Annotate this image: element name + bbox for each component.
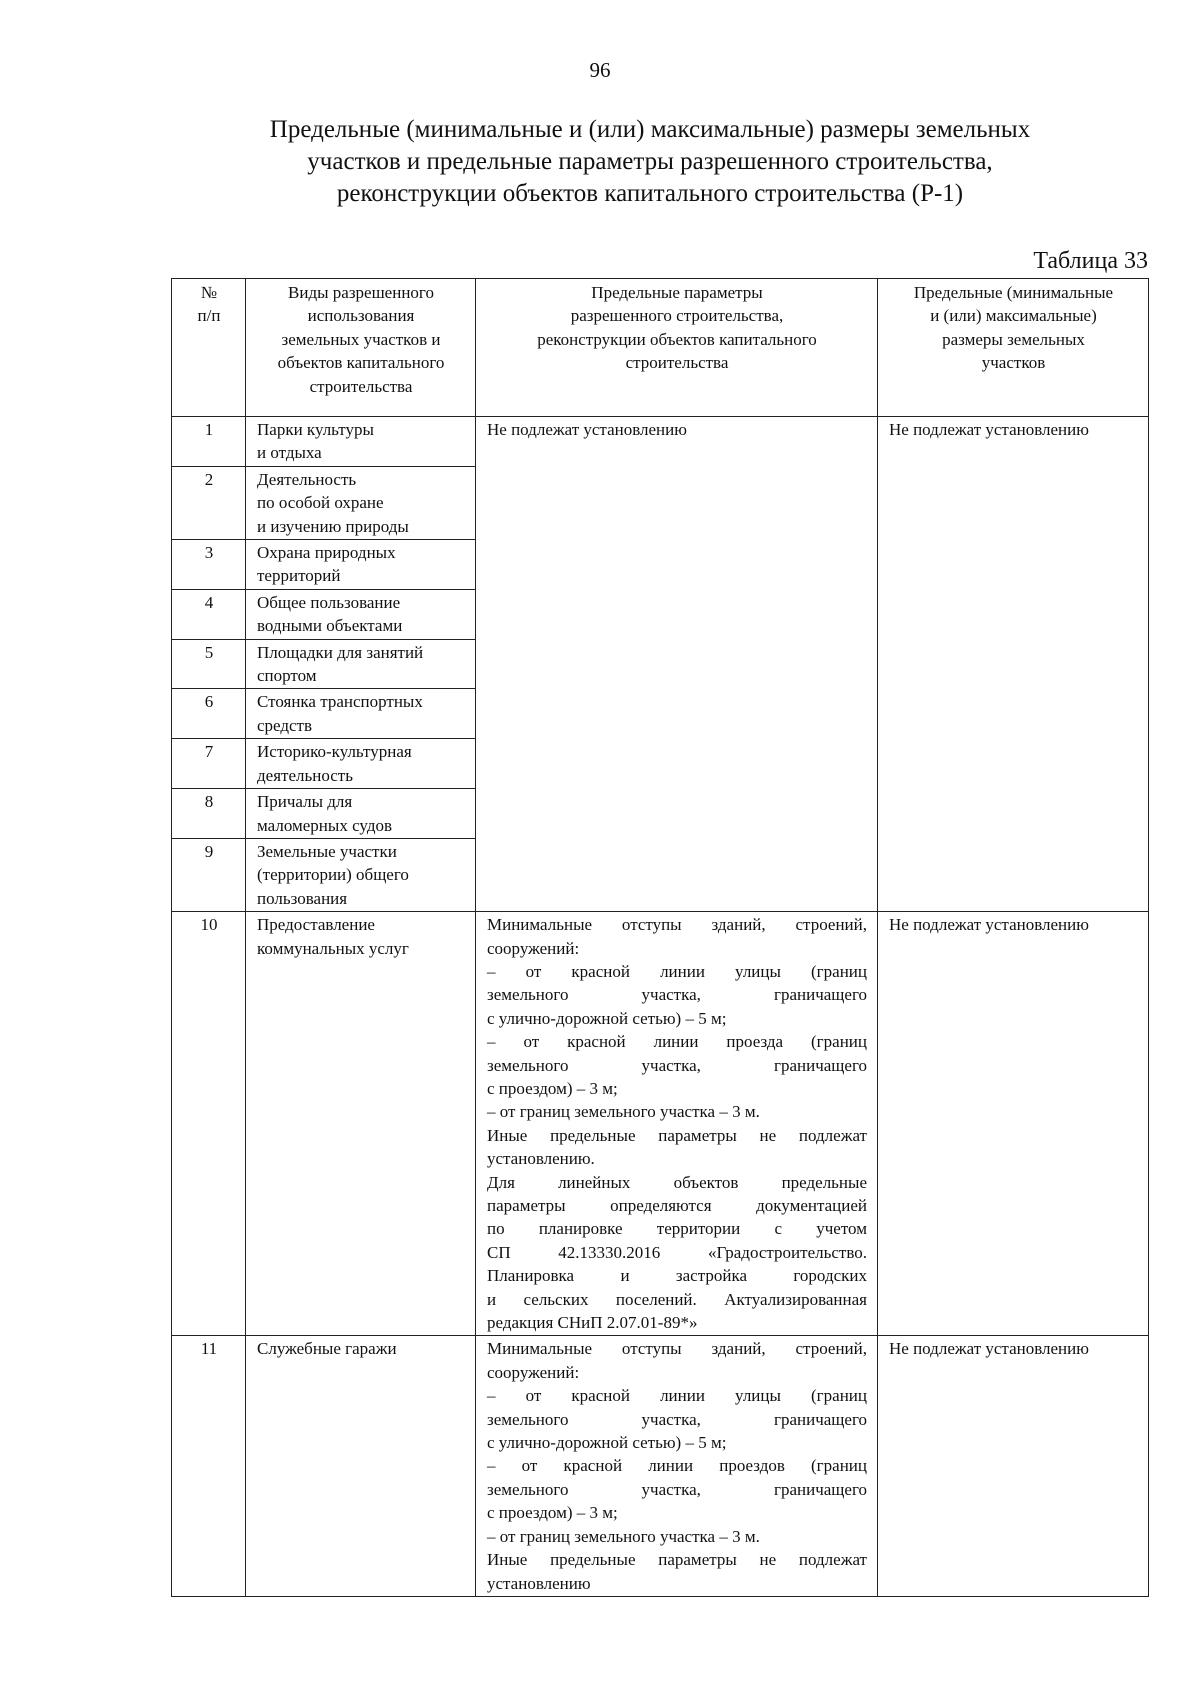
use-line: Общее пользование bbox=[257, 592, 401, 612]
row-number: 3 bbox=[172, 540, 246, 590]
header-line: строительства bbox=[625, 353, 729, 373]
param-line: Иные предельные параметры не подлежат bbox=[487, 1125, 867, 1145]
use-line: маломерных судов bbox=[257, 815, 392, 835]
use-line: средств bbox=[257, 715, 313, 735]
use-line: пользования bbox=[257, 888, 348, 908]
row-number: 4 bbox=[172, 589, 246, 639]
use-line: территорий bbox=[257, 566, 341, 586]
row-use bbox=[246, 689, 476, 739]
param-line: – от красной линии проездов (границ bbox=[487, 1456, 867, 1476]
row-use bbox=[246, 1336, 476, 1596]
param-line: с проездом) – 3 м; bbox=[487, 1503, 618, 1523]
use-line: Деятельность bbox=[257, 469, 357, 489]
param-line: установлению. bbox=[487, 1149, 595, 1169]
header-line: п/п bbox=[197, 306, 221, 326]
use-line: деятельность bbox=[257, 765, 353, 785]
row-number: 11 bbox=[172, 1336, 246, 1596]
header-line: использования bbox=[307, 306, 415, 326]
param-line: земельного участка, граничащего bbox=[487, 1409, 867, 1429]
row-use bbox=[246, 789, 476, 839]
param-line: – от красной линии проезда (границ bbox=[487, 1032, 867, 1052]
header-line: земельных участков и bbox=[281, 329, 441, 349]
header-line: строительства bbox=[309, 376, 413, 396]
header-params bbox=[476, 279, 878, 417]
header-line: Предельные (минимальные bbox=[913, 283, 1114, 302]
param-line: земельного участка, граничащего bbox=[487, 1055, 867, 1075]
row-use bbox=[246, 639, 476, 689]
params-cell-row10 bbox=[476, 912, 878, 1336]
row-number: 2 bbox=[172, 466, 246, 539]
header-line: разрешенного строительства, bbox=[570, 306, 784, 326]
row-use bbox=[246, 417, 476, 467]
row-use bbox=[246, 912, 476, 1336]
row-number: 10 bbox=[172, 912, 246, 1336]
table-row bbox=[172, 417, 1149, 467]
params-cell-row11 bbox=[476, 1336, 878, 1596]
header-line: размеры земельных bbox=[942, 329, 1085, 349]
header-line: Виды разрешенного bbox=[288, 283, 434, 302]
row-number: 9 bbox=[172, 838, 246, 911]
param-line: – от красной линии улицы (границ bbox=[487, 1386, 867, 1406]
sizes-cell-common: Не подлежат установлению bbox=[878, 417, 1149, 912]
param-line: по планировке территории с учетом bbox=[487, 1219, 867, 1239]
row-use bbox=[246, 838, 476, 911]
param-line: с улично-дорожной сетью) – 5 м; bbox=[487, 1008, 727, 1028]
title-line: Предельные (минимальные и (или) максимальные) размеры земельных bbox=[269, 116, 1031, 143]
header-line: № bbox=[200, 283, 218, 302]
use-line: Историко-культурная bbox=[257, 742, 412, 762]
row-use bbox=[246, 466, 476, 539]
params-cell-common: Не подлежат установлению bbox=[476, 417, 878, 912]
use-line: Площадки для занятий bbox=[257, 642, 424, 662]
title-line: участков и предельные параметры разрешенного строительства, bbox=[307, 148, 993, 175]
use-line: Причалы для bbox=[257, 792, 353, 812]
param-line: – от границ земельного участка – 3 м. bbox=[487, 1526, 760, 1546]
param-line: установлению bbox=[487, 1573, 591, 1593]
header-line: Предельные параметры bbox=[591, 283, 763, 302]
param-line: сооружений: bbox=[487, 938, 580, 958]
use-line: по особой охране bbox=[257, 493, 384, 513]
use-line: Парки культуры bbox=[257, 420, 374, 439]
use-line: коммунальных услуг bbox=[257, 938, 409, 958]
row-number: 8 bbox=[172, 789, 246, 839]
document-title bbox=[160, 114, 1140, 210]
use-line: и отдыха bbox=[257, 443, 322, 463]
header-use bbox=[246, 279, 476, 417]
use-line: Охрана природных bbox=[257, 543, 396, 563]
param-line: и сельских поселений. Актуализированная bbox=[487, 1289, 867, 1309]
header-line: объектов капитального bbox=[277, 353, 445, 373]
param-line: Планировка и застройка городских bbox=[487, 1266, 867, 1286]
use-line: и изучению природы bbox=[257, 516, 409, 536]
header-line: и (или) максимальные) bbox=[930, 306, 1097, 326]
table-header-row bbox=[172, 279, 1149, 417]
row-use bbox=[246, 540, 476, 590]
use-line: Служебные гаражи bbox=[257, 1339, 397, 1359]
param-line: СП 42.13330.2016 «Градостроительство. bbox=[487, 1242, 867, 1262]
use-line: Предоставление bbox=[257, 915, 375, 935]
sizes-cell-row10: Не подлежат установлению bbox=[878, 912, 1149, 1336]
row-number: 1 bbox=[172, 417, 246, 467]
table-row bbox=[172, 912, 1149, 1336]
header-line: участков bbox=[981, 353, 1046, 373]
param-line: – от границ земельного участка – 3 м. bbox=[487, 1102, 760, 1122]
header-num bbox=[172, 279, 246, 417]
use-line: водными объектами bbox=[257, 616, 403, 636]
title-line: реконструкции объектов капитального строительства (Р-1) bbox=[336, 180, 964, 207]
parameters-table bbox=[171, 278, 1149, 1597]
table-row bbox=[172, 1336, 1149, 1596]
param-line: параметры определяются документацией bbox=[487, 1196, 867, 1215]
param-line: с проездом) – 3 м; bbox=[487, 1078, 618, 1098]
param-line: земельного участка, граничащего bbox=[487, 1479, 867, 1499]
row-number: 6 bbox=[172, 689, 246, 739]
use-line: Земельные участки bbox=[257, 841, 397, 861]
param-line: редакция СНиП 2.07.01-89*» bbox=[487, 1313, 698, 1333]
use-line: Стоянка транспортных bbox=[257, 692, 423, 712]
row-use bbox=[246, 739, 476, 789]
row-number: 5 bbox=[172, 639, 246, 689]
param-line: Минимальные отступы зданий, строений, bbox=[487, 1339, 867, 1359]
row-use bbox=[246, 589, 476, 639]
param-line: с улично-дорожной сетью) – 5 м; bbox=[487, 1433, 727, 1453]
param-line: Иные предельные параметры не подлежат bbox=[487, 1550, 867, 1570]
param-line: – от красной линии улицы (границ bbox=[487, 961, 867, 981]
param-line: земельного участка, граничащего bbox=[487, 985, 867, 1005]
header-sizes bbox=[878, 279, 1149, 417]
header-line: реконструкции объектов капитального bbox=[537, 329, 817, 349]
param-line: Минимальные отступы зданий, строений, bbox=[487, 915, 867, 935]
param-line: сооружений: bbox=[487, 1362, 580, 1382]
row-number: 7 bbox=[172, 739, 246, 789]
page-number: 96 bbox=[589, 58, 611, 82]
param-line: Для линейных объектов предельные bbox=[487, 1172, 867, 1192]
use-line: спортом bbox=[257, 666, 317, 686]
use-line: (территории) общего bbox=[257, 865, 409, 885]
sizes-cell-row11: Не подлежат установлению bbox=[878, 1336, 1149, 1596]
table-caption: Таблица 33 bbox=[1033, 248, 1148, 274]
